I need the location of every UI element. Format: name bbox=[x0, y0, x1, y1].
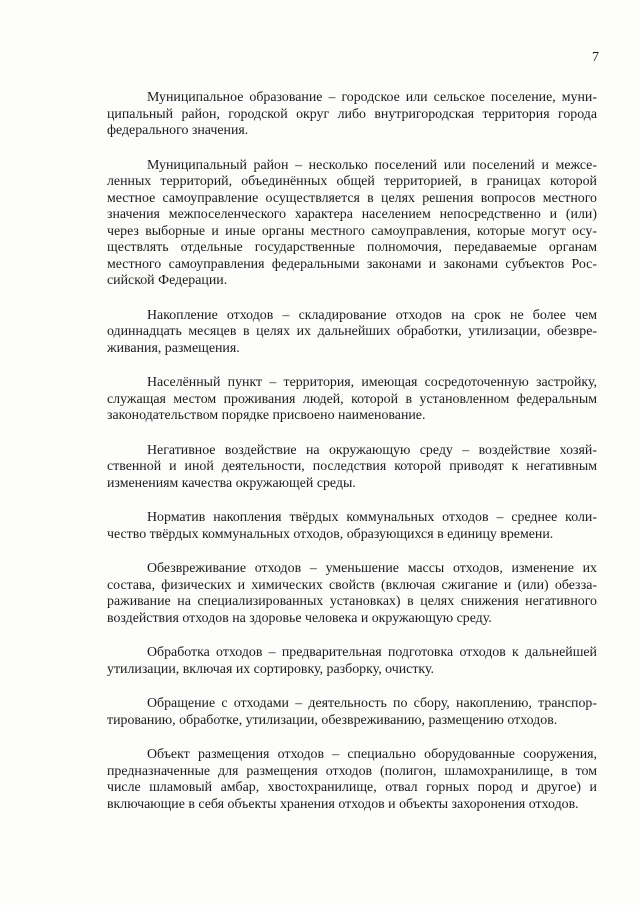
page-number: 7 bbox=[592, 50, 599, 65]
definition-municipal-district: Муниципальный район – несколько поселений или поселений и межселенных территорий, объединённых общей территорией, в границах которой местное самоуправление осуществляется в целях решения вопросов местного значения межпоселенческого характера населением непосредственно и (или) через выборные и иные органы местного самоуправления, которые могут осуществлять отдельные государственные полномочия, передаваемые органам местного самоуправления федеральными законами и законами субъектов Российской Федерации. bbox=[107, 157, 597, 288]
definition-negative-impact: Негативное воздействие на окружающую среду – воздействие хозяйственной и иной деятельности, последствия которой приводят к негативным изменениям качества окружающей среды. bbox=[107, 442, 597, 491]
definition-waste-disposal-facility: Объект размещения отходов – специально оборудованные сооружения, предназначенные для размещения отходов (полигон, шламохранилище, в том числе шламовый амбар, хвостохранилище, отвал горных пород и другое) и включающие в себя объекты хранения отходов и объекты захоронения отходов. bbox=[107, 747, 597, 812]
definition-accumulation-norm: Норматив накопления твёрдых коммунальных отходов – среднее количество твёрдых коммунальных отходов, образующихся в единицу времени. bbox=[107, 510, 597, 542]
definition-waste-neutralization: Обезвреживание отходов – уменьшение массы отходов, изменение их состава, физических и химических свойств (включая сжигание и (или) обеззараживание на специализированных установках) в целях снижения негативного воздействия отходов на здоровье человека и окружающую среду. bbox=[107, 561, 597, 626]
definition-settlement: Населённый пункт – территория, имеющая сосредоточенную застройку, служащая местом проживания людей, которой в установленном федеральным законодательством порядке присвоено наименование. bbox=[107, 375, 597, 423]
definition-waste-accumulation: Накопление отходов – складирование отходов на срок не более чем одиннадцать месяцев в целях их дальнейших обработки, утилизации, обезвреживания, размещения. bbox=[107, 307, 597, 356]
definition-waste-handling: Обращение с отходами – деятельность по сбору, накоплению, транспортированию, обработке, утилизации, обезвреживанию, размещению отходов. bbox=[107, 696, 597, 728]
document-body bbox=[107, 90, 597, 813]
definition-waste-processing: Обработка отходов – предварительная подготовка отходов к дальнейшей утилизации, включая их сортировку, разборку, очистку. bbox=[107, 645, 597, 677]
definition-municipal-formation: Муниципальное образование – городское или сельское поселение, муниципальный район, городской округ либо внутригородская территория города федерального значения. bbox=[107, 90, 597, 138]
